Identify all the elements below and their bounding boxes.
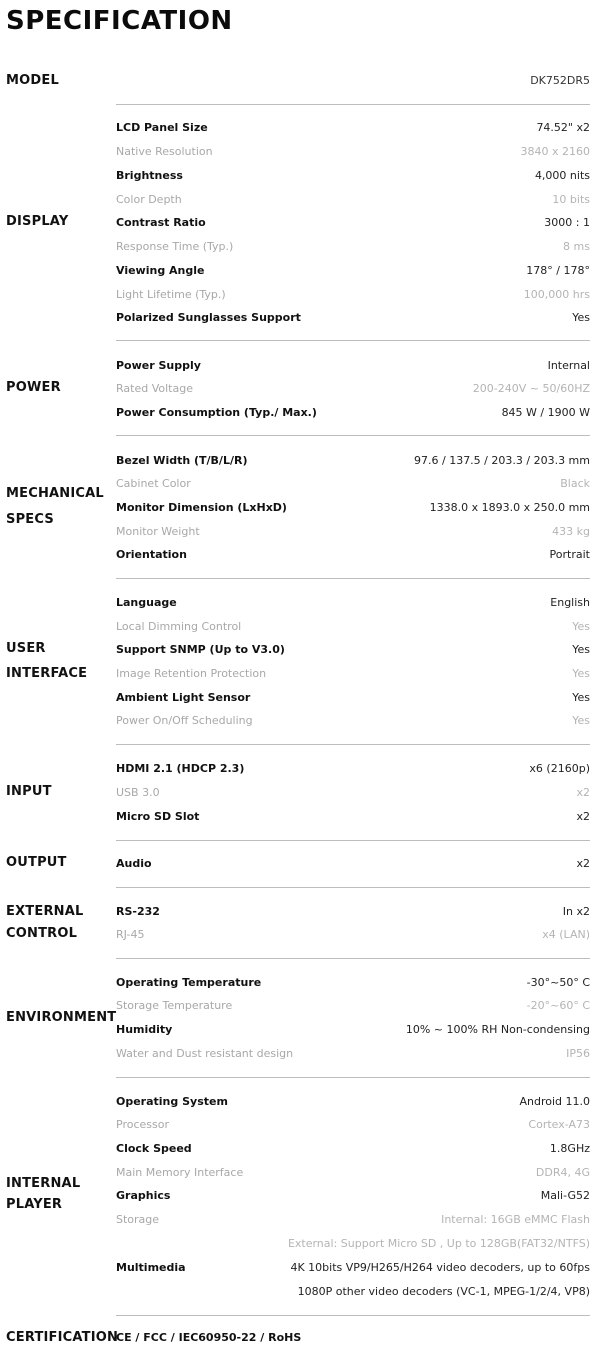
model-value: DK752DR5	[530, 74, 590, 87]
spec-key: Image Retention Protection	[116, 667, 267, 680]
spec-value: x6 (2160p)	[529, 762, 590, 775]
spec-key: Storage	[116, 1213, 160, 1226]
spec-key: Power Supply	[116, 359, 201, 372]
spec-row	[116, 994, 590, 1018]
spec-key: Monitor Dimension (LxHxD)	[116, 501, 287, 514]
spec-row	[116, 662, 590, 686]
spec-key: Language	[116, 596, 177, 609]
spec-row	[116, 164, 590, 188]
spec-key: LCD Panel Size	[116, 121, 208, 134]
divider	[116, 104, 590, 105]
section-label-output: OUTPUT	[6, 855, 67, 870]
spec-key: Brightness	[116, 169, 183, 182]
spec-row	[116, 306, 590, 330]
spec-value: Yes	[572, 667, 590, 680]
spec-row	[116, 971, 590, 995]
spec-value: -20°~60° C	[526, 999, 590, 1012]
spec-key: Power Consumption (Typ./ Max.)	[116, 406, 317, 419]
spec-key: HDMI 2.1 (HDCP 2.3)	[116, 762, 245, 775]
spec-row	[116, 923, 590, 947]
spec-value: -30°~50° C	[526, 976, 590, 989]
spec-row	[116, 1256, 590, 1280]
spec-value: Yes	[572, 714, 590, 727]
spec-row	[116, 449, 590, 473]
spec-value: 4K 10bits VP9/H265/H264 video decoders, up to 60fps	[290, 1261, 590, 1274]
spec-row	[116, 781, 590, 805]
spec-row	[116, 757, 590, 781]
spec-value: Yes	[572, 620, 590, 633]
spec-row	[116, 1018, 590, 1042]
section-label-input: INPUT	[6, 784, 52, 799]
spec-value: DDR4, 4G	[535, 1166, 590, 1179]
spec-value: 1.8GHz	[549, 1142, 590, 1155]
section-label-control: CONTROL	[6, 926, 78, 941]
spec-value: x2	[576, 857, 590, 870]
spec-key: Storage Temperature	[116, 999, 233, 1012]
spec-value: 433 kg	[552, 525, 590, 538]
spec-value: 845 W / 1900 W	[501, 406, 590, 419]
spec-row	[116, 686, 590, 710]
spec-value: 100,000 hrs	[523, 288, 590, 301]
spec-value: IP56	[566, 1047, 590, 1060]
spec-value: 200-240V ~ 50/60HZ	[472, 382, 590, 395]
spec-key: RS-232	[116, 905, 160, 918]
section-label-external: EXTERNAL	[6, 904, 84, 919]
spec-key: Humidity	[116, 1023, 173, 1036]
spec-value: 4,000 nits	[534, 169, 590, 182]
spec-value: External: Support Micro SD , Up to 128GB(FAT32/NTFS)	[287, 1237, 590, 1250]
spec-key: Light Lifetime (Typ.)	[116, 288, 226, 301]
spec-row	[116, 852, 590, 876]
spec-value: 97.6 / 137.5 / 203.3 / 203.3 mm	[414, 454, 590, 467]
spec-value: 8 ms	[563, 240, 590, 253]
spec-row	[116, 1184, 590, 1208]
spec-key: Processor	[116, 1118, 169, 1131]
spec-value: 1338.0 x 1893.0 x 250.0 mm	[429, 501, 590, 514]
section-label-internal: INTERNAL	[6, 1176, 81, 1191]
spec-key: Orientation	[116, 548, 187, 561]
spec-value: 74.52" x2	[536, 121, 590, 134]
spec-row	[116, 283, 590, 307]
spec-row	[116, 543, 590, 567]
spec-key: Rated Voltage	[116, 382, 193, 395]
spec-key: Viewing Angle	[116, 264, 205, 277]
divider	[116, 958, 590, 959]
spec-value: Cortex-A73	[528, 1118, 590, 1131]
spec-key: Local Dimming Control	[116, 620, 242, 633]
divider	[116, 744, 590, 745]
section-label-model: MODEL	[6, 73, 59, 88]
spec-key: Polarized Sunglasses Support	[116, 311, 301, 324]
divider	[116, 1077, 590, 1078]
spec-row	[116, 805, 590, 829]
section-label-player: PLAYER	[6, 1197, 63, 1212]
spec-value: Mali-G52	[540, 1189, 590, 1202]
section-label-display: DISPLAY	[6, 214, 69, 229]
spec-value: Internal	[547, 359, 590, 372]
spec-row	[116, 591, 590, 615]
spec-row	[116, 615, 590, 639]
spec-key: Power On/Off Scheduling	[116, 714, 253, 727]
spec-value: Internal: 16GB eMMC Flash	[441, 1213, 590, 1226]
section-label-mechanical-2: SPECS	[6, 512, 54, 527]
divider	[116, 340, 590, 341]
spec-value: In x2	[562, 905, 590, 918]
spec-value: Yes	[572, 691, 590, 704]
spec-value: x2	[576, 786, 590, 799]
spec-key: USB 3.0	[116, 786, 160, 799]
spec-key: Operating System	[116, 1095, 228, 1108]
spec-row	[116, 1042, 590, 1066]
spec-row	[116, 1208, 590, 1232]
spec-row-continuation	[116, 1232, 590, 1256]
spec-value: Yes	[572, 311, 590, 324]
spec-key: Ambient Light Sensor	[116, 691, 251, 704]
spec-row	[116, 1113, 590, 1137]
spec-value: Android 11.0	[519, 1095, 590, 1108]
divider	[116, 435, 590, 436]
spec-key: Graphics	[116, 1189, 171, 1202]
divider	[116, 840, 590, 841]
spec-key: RJ-45	[116, 928, 145, 941]
spec-key: Color Depth	[116, 193, 182, 206]
spec-row	[116, 235, 590, 259]
spec-row	[116, 401, 590, 425]
spec-row	[116, 520, 590, 544]
spec-row-continuation	[116, 1280, 590, 1304]
spec-value: 178° / 178°	[526, 264, 590, 277]
spec-row	[116, 1137, 590, 1161]
section-label-user: USER	[6, 641, 46, 656]
spec-key: Bezel Width (T/B/L/R)	[116, 454, 248, 467]
spec-row	[116, 1161, 590, 1185]
spec-row	[116, 638, 590, 662]
spec-key: Micro SD Slot	[116, 810, 200, 823]
spec-key: Response Time (Typ.)	[116, 240, 234, 253]
spec-row	[116, 496, 590, 520]
section-label-certification: CERTIFICATION	[6, 1330, 119, 1345]
spec-row	[116, 188, 590, 212]
spec-value: 10 bits	[552, 193, 590, 206]
spec-key: Operating Temperature	[116, 976, 262, 989]
section-label-mechanical: MECHANICAL	[6, 486, 104, 501]
spec-key: Contrast Ratio	[116, 216, 206, 229]
spec-row	[116, 354, 590, 378]
spec-value: x4 (LAN)	[542, 928, 590, 941]
spec-key: Main Memory Interface	[116, 1166, 244, 1179]
spec-row	[116, 140, 590, 164]
spec-row	[116, 1090, 590, 1114]
spec-value: 3000 : 1	[544, 216, 590, 229]
section-label-power: POWER	[6, 380, 61, 395]
spec-value: Yes	[572, 643, 590, 656]
spec-value: 1080P other video decoders (VC-1, MPEG-1/2/4, VP8)	[297, 1285, 590, 1298]
spec-row	[116, 116, 590, 140]
spec-row	[116, 377, 590, 401]
spec-value: Black	[560, 477, 590, 490]
spec-value: 3840 x 2160	[520, 145, 590, 158]
spec-key: Audio	[116, 857, 152, 870]
divider	[116, 1315, 590, 1316]
spec-value: 10% ~ 100% RH Non-condensing	[405, 1023, 590, 1036]
certification-value: CE / FCC / IEC60950-22 / RoHS	[116, 1331, 302, 1344]
spec-row	[116, 259, 590, 283]
divider	[116, 578, 590, 579]
spec-value: English	[550, 596, 590, 609]
spec-key: Multimedia	[116, 1261, 186, 1274]
spec-value: Portrait	[549, 548, 590, 561]
spec-key: Cabinet Color	[116, 477, 191, 490]
spec-key: Support SNMP (Up to V3.0)	[116, 643, 285, 656]
spec-row	[116, 709, 590, 733]
page-title: SPECIFICATION	[6, 6, 233, 36]
spec-row	[116, 472, 590, 496]
spec-row	[116, 900, 590, 924]
spec-key: Clock Speed	[116, 1142, 192, 1155]
section-label-interface: INTERFACE	[6, 666, 88, 681]
divider	[116, 887, 590, 888]
spec-key: Native Resolution	[116, 145, 213, 158]
model-row	[116, 69, 590, 93]
section-label-environment: ENVIRONMENT	[6, 1010, 117, 1025]
spec-value: x2	[576, 810, 590, 823]
spec-key: Monitor Weight	[116, 525, 200, 538]
spec-key: Water and Dust resistant design	[116, 1047, 294, 1060]
spec-row	[116, 211, 590, 235]
